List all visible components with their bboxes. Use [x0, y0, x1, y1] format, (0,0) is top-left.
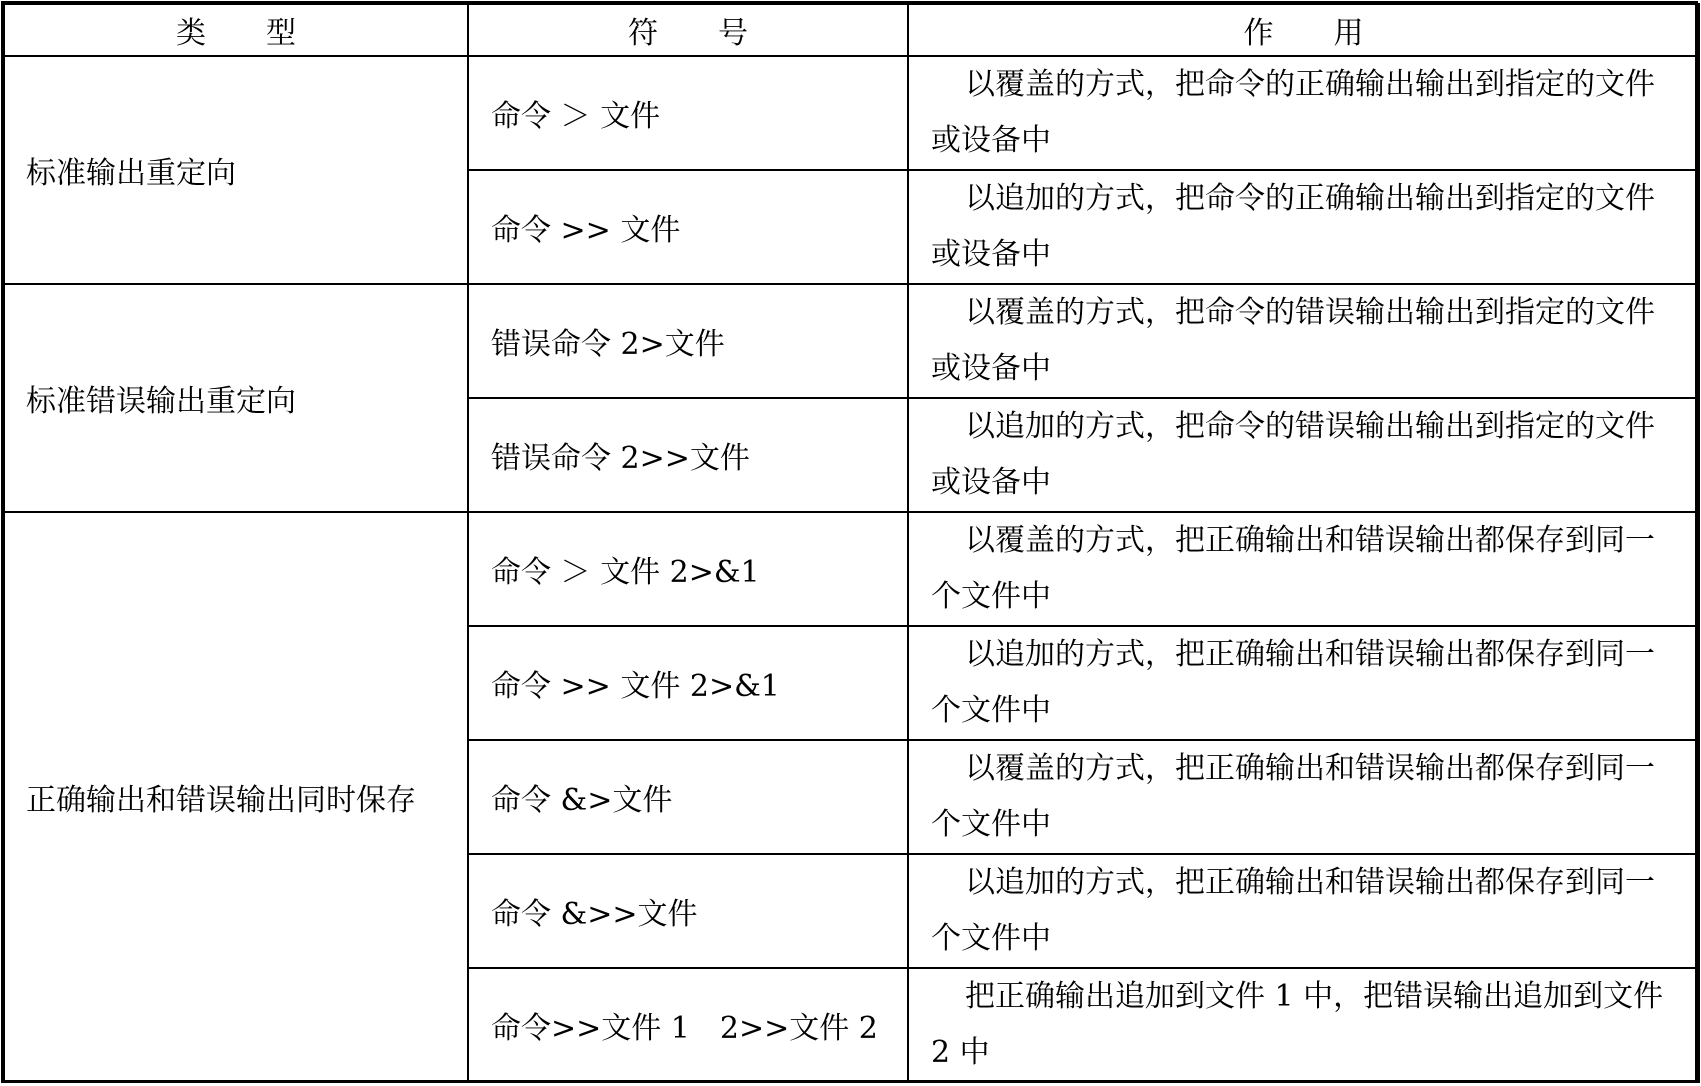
symbol-cell: 错误命令 2>>文件	[468, 398, 908, 512]
symbol-cell: 命令 >> 文件 2>&1	[468, 626, 908, 740]
header-effect: 作 用	[908, 4, 1699, 56]
effect-cell: 以覆盖的方式，把正确输出和错误输出都保存到同一个文件中	[908, 740, 1699, 854]
redirection-table	[3, 3, 1700, 1083]
header-symbol: 符 号	[468, 4, 908, 56]
symbol-cell: 命令 >> 文件	[468, 170, 908, 284]
effect-cell: 以覆盖的方式，把命令的正确输出输出到指定的文件或设备中	[908, 56, 1699, 170]
table-row	[4, 284, 1699, 398]
header-type: 类 型	[4, 4, 468, 56]
effect-cell: 以覆盖的方式，把正确输出和错误输出都保存到同一个文件中	[908, 512, 1699, 626]
effect-cell: 把正确输出追加到文件 1 中，把错误输出追加到文件 2 中	[908, 968, 1699, 1082]
effect-cell: 以覆盖的方式，把命令的错误输出输出到指定的文件或设备中	[908, 284, 1699, 398]
type-cell: 正确输出和错误输出同时保存	[4, 512, 468, 1082]
header-row	[4, 4, 1699, 56]
symbol-cell: 命令 &>>文件	[468, 854, 908, 968]
symbol-cell: 命令 ＞ 文件 2>&1	[468, 512, 908, 626]
type-cell: 标准错误输出重定向	[4, 284, 468, 512]
effect-cell: 以追加的方式，把正确输出和错误输出都保存到同一个文件中	[908, 854, 1699, 968]
effect-cell: 以追加的方式，把正确输出和错误输出都保存到同一个文件中	[908, 626, 1699, 740]
table-row	[4, 512, 1699, 626]
table-row	[4, 56, 1699, 170]
effect-cell: 以追加的方式，把命令的正确输出输出到指定的文件或设备中	[908, 170, 1699, 284]
symbol-cell: 错误命令 2>文件	[468, 284, 908, 398]
effect-cell: 以追加的方式，把命令的错误输出输出到指定的文件或设备中	[908, 398, 1699, 512]
symbol-cell: 命令 ＞ 文件	[468, 56, 908, 170]
type-cell: 标准输出重定向	[4, 56, 468, 284]
symbol-cell: 命令>>文件 1 2>>文件 2	[468, 968, 908, 1082]
symbol-cell: 命令 &>文件	[468, 740, 908, 854]
